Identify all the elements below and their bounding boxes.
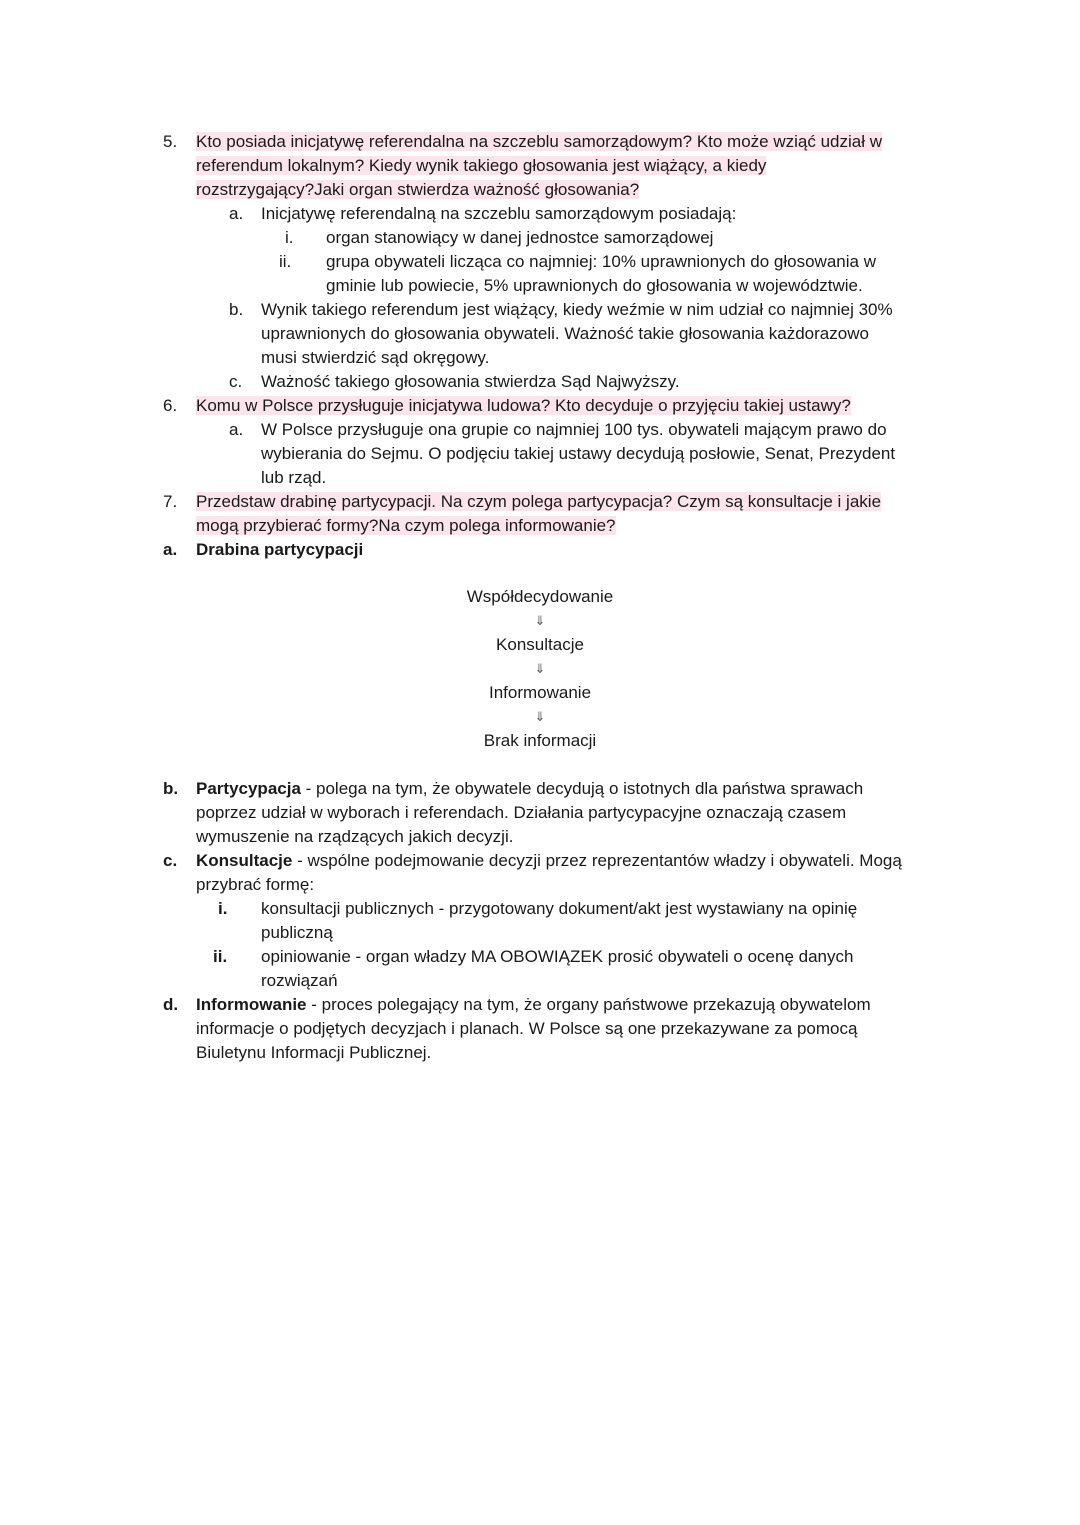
q7c-ii-marker: ii.	[213, 947, 228, 966]
q5b-marker: b.	[229, 300, 244, 319]
q6a-line-3: lub rząd.	[261, 468, 327, 487]
q7d-line-3: Biuletynu Informacji Publicznej.	[196, 1043, 432, 1062]
q7-line-1: Przedstaw drabinę partycypacji. Na czym polega partycypacja? Czym są konsultacje i jakie	[196, 492, 882, 511]
q7a-title: Drabina partycypacji	[196, 540, 364, 559]
q7d-line-2: informacje o podjętych decyzjach i planach. W Polsce są one przekazywane za pomocą	[196, 1019, 858, 1038]
q5b-line-2: uprawnionych do głosowania obywateli. Ważność takie głosowania każdorazowo	[261, 324, 869, 343]
q7b-line-2: poprzez udział w wyborach i referendach. Działania partycypacyjne oznaczają czasem	[196, 803, 847, 822]
q7b-marker: b.	[163, 779, 179, 798]
q5a-ii-line-2: gminie lub powiecie, 5% uprawnionych do głosowania w województwie.	[326, 276, 863, 295]
q5-number: 5.	[163, 132, 178, 151]
q7d-marker: d.	[163, 995, 179, 1014]
ladder-step-4: Brak informacji	[483, 731, 597, 750]
q7a-marker: a.	[163, 540, 178, 559]
q5c-marker: c.	[229, 372, 243, 391]
q6a-line-2: wybierania do Sejmu. O podjęciu takiej ustawy decydują posłowie, Senat, Prezydent	[261, 444, 896, 463]
ladder-step-1: Współdecydowanie	[466, 587, 614, 606]
q7c-marker: c.	[163, 851, 178, 870]
q7b-line-1: Partycypacja - polega na tym, że obywatele decydują o istotnych dla państwa sprawach	[196, 779, 864, 798]
q5a-ii-marker: ii.	[279, 252, 292, 271]
q6-number: 6.	[163, 396, 178, 415]
q7c-i-marker: i.	[218, 899, 228, 918]
q7c-i-line-1: konsultacji publicznych - przygotowany dokument/akt jest wystawiany na opinię	[261, 899, 858, 918]
q5a-text: Inicjatywę referendalną na szczeblu samorządowym posiadają:	[261, 204, 737, 223]
q7b-line-3: wymuszenie na rządzących jakich decyzji.	[196, 827, 514, 846]
q7c-line-1: Konsultacje - wspólne podejmowanie decyzji przez reprezentantów władzy i obywateli. Mogą	[196, 851, 902, 870]
q6-text: Komu w Polsce przysługuje inicjatywa ludowa? Kto decyduje o przyjęciu takiej ustawy?	[196, 396, 851, 415]
q5a-i-text: organ stanowiący w danej jednostce samorządowej	[326, 228, 714, 247]
q5a-ii-line-1: grupa obywateli licząca co najmniej: 10% uprawnionych do głosowania w	[326, 252, 876, 271]
q7b-term: Partycypacja	[196, 779, 301, 798]
ladder-step-3: Informowanie	[488, 683, 592, 702]
q7c-i-line-2: publiczną	[261, 923, 333, 942]
q5-line-3: rozstrzygający?Jaki organ stwierdza ważność głosowania?	[196, 180, 640, 199]
q5c-text: Ważność takiego głosowania stwierdza Sąd Najwyższy.	[261, 372, 680, 391]
down-arrow-icon: ⇓	[534, 661, 546, 676]
q7-line-2: mogą przybierać formy?Na czym polega informowanie?	[196, 516, 616, 535]
q7c-ii-line-1: opiniowanie - organ władzy MA OBOWIĄZEK prosić obywateli o ocenę danych	[261, 947, 854, 966]
q7c-ii-line-2: rozwiązań	[261, 971, 338, 990]
q5a-i-marker: i.	[285, 228, 294, 247]
q5b-line-1: Wynik takiego referendum jest wiążący, kiedy weźmie w nim udział co najmniej 30%	[261, 300, 893, 319]
ladder-step-2: Konsultacje	[496, 635, 584, 654]
q5a-marker: a.	[229, 204, 244, 223]
q7c-line-2: przybrać formę:	[196, 875, 315, 894]
q7d-line-1: Informowanie - proces polegający na tym, że organy państwowe przekazują obywatelom	[196, 995, 871, 1014]
q7-number: 7.	[163, 492, 178, 511]
q6a-line-1: W Polsce przysługuje ona grupie co najmniej 100 tys. obywateli mającym prawo do	[261, 420, 887, 439]
q7d-term: Informowanie	[196, 995, 307, 1014]
down-arrow-icon: ⇓	[534, 709, 546, 724]
q7c-term: Konsultacje	[196, 851, 293, 870]
q5-line-2: referendum lokalnym? Kiedy wynik takiego głosowania jest wiążący, a kiedy	[196, 156, 767, 175]
q6a-marker: a.	[229, 420, 244, 439]
down-arrow-icon: ⇓	[534, 613, 546, 628]
q5b-line-3: musi stwierdzić sąd okręgowy.	[261, 348, 490, 367]
q5-line-1: Kto posiada inicjatywę referendalna na szczeblu samorządowym? Kto może wziąć udział w	[196, 132, 883, 151]
